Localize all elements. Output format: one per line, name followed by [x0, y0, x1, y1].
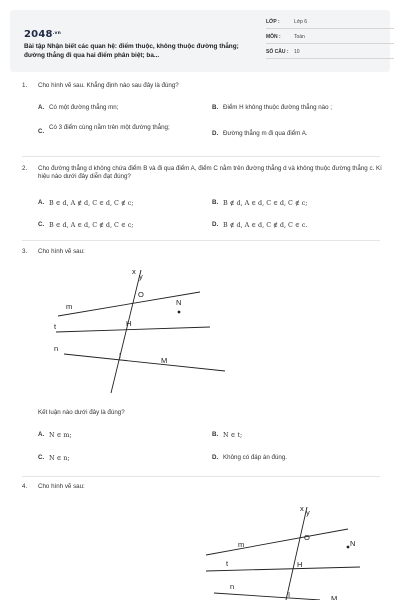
- meta-row-class: [266, 17, 394, 29]
- line-xy: [286, 507, 307, 600]
- label-t: t: [226, 559, 229, 568]
- label-y: y: [139, 272, 143, 281]
- option-text: Có 3 điểm cùng nằm trên một đường thẳng;: [49, 124, 170, 131]
- option-label: D.: [212, 221, 219, 228]
- question-number: 3.: [22, 248, 28, 255]
- label-i: I: [119, 351, 122, 360]
- question-number: 4.: [22, 483, 28, 490]
- question-1: [22, 82, 382, 152]
- question-2: [22, 165, 382, 235]
- option-c[interactable]: [38, 454, 198, 464]
- option-text: B ∉ d, A ∈ d, C ∉ d, C ∈ c.: [223, 221, 308, 229]
- option-c[interactable]: [38, 124, 198, 144]
- worksheet-title: Bài tập Nhận biết các quan hệ: điểm thuộc, không thuộc đường thẳng; đường thẳng đi qua hai điểm phân biệt; ba...: [24, 43, 239, 59]
- meta-row-subject: [266, 32, 394, 44]
- meta-key: LỚP :: [266, 19, 280, 25]
- line-t: [206, 567, 360, 571]
- line-xy: [111, 270, 141, 393]
- option-text: N ∈ t;: [223, 431, 243, 439]
- meta-key: MÔN :: [266, 34, 281, 40]
- option-text: Có một đường thẳng mn;: [49, 104, 119, 111]
- option-a[interactable]: [38, 199, 198, 209]
- option-label: D.: [212, 454, 219, 461]
- question-text: Cho hình vẽ sau:: [38, 248, 85, 255]
- option-b[interactable]: [212, 199, 382, 209]
- option-d[interactable]: [212, 130, 382, 140]
- option-text: B ∈ d, A ∉ d, C ∈ d, C ∉ c;: [49, 199, 134, 207]
- label-point-n: N: [176, 298, 182, 307]
- question-text: Cho hình vẽ sau. Khẳng định nào sau đây là đúng?: [38, 82, 179, 89]
- question-number: 1.: [22, 82, 28, 89]
- point-n-dot: [178, 311, 181, 314]
- option-text: B ∉ d, A ∈ d, C ∈ d, C ∉ c;: [223, 199, 308, 207]
- line-n: [64, 354, 225, 371]
- option-b[interactable]: [212, 431, 382, 441]
- line-n: [214, 593, 320, 600]
- label-o: O: [138, 290, 144, 299]
- line-t: [56, 327, 210, 332]
- option-text: B ∈ d, A ∈ d, C ∉ d, C ∈ c;: [49, 221, 134, 229]
- label-point-m: M: [161, 356, 168, 365]
- option-label: A.: [38, 431, 45, 438]
- option-label: B.: [212, 431, 219, 438]
- geometry-figure: [50, 266, 240, 394]
- option-b[interactable]: [212, 104, 382, 114]
- option-label: D.: [212, 130, 219, 137]
- meta-row-count: [266, 47, 394, 59]
- label-t: t: [54, 322, 57, 331]
- option-text: Không có đáp án đúng.: [223, 454, 287, 461]
- option-label: A.: [38, 104, 45, 111]
- option-text: Điểm H không thuộc đường thẳng nào ;: [223, 104, 332, 111]
- option-label: C.: [38, 221, 45, 228]
- question-3: [22, 248, 382, 473]
- label-h: H: [297, 560, 303, 569]
- geometry-figure: [200, 505, 382, 600]
- label-m: m: [66, 302, 73, 311]
- label-n: n: [54, 344, 59, 353]
- worksheet-header: [10, 10, 390, 72]
- option-d[interactable]: [212, 454, 382, 464]
- option-text: N ∈ m;: [49, 431, 72, 439]
- option-label: B.: [212, 199, 219, 206]
- option-c[interactable]: [38, 221, 198, 231]
- label-h: H: [126, 319, 132, 328]
- question-conclusion: Kết luận nào dưới đây là đúng?: [38, 409, 125, 416]
- option-d[interactable]: [212, 221, 382, 231]
- question-text: Cho hình vẽ sau:: [38, 483, 85, 490]
- meta-value: 10: [294, 49, 300, 55]
- label-m: m: [238, 540, 245, 549]
- site-logo[interactable]: 2048.vn: [24, 29, 62, 40]
- point-n-dot: [347, 546, 350, 549]
- option-label: C.: [38, 128, 45, 135]
- divider: [22, 156, 380, 157]
- label-n: n: [230, 582, 235, 591]
- label-i: I: [288, 590, 291, 599]
- option-a[interactable]: [38, 431, 198, 441]
- option-label: C.: [38, 454, 45, 461]
- meta-key: SỐ CÂU :: [266, 49, 289, 55]
- divider: [22, 476, 380, 477]
- label-o: O: [304, 533, 310, 542]
- option-label: B.: [212, 104, 219, 111]
- label-x: x: [300, 505, 304, 513]
- option-text: Đường thẳng m đi qua điểm A.: [223, 130, 308, 137]
- meta-value: Lớp 6: [294, 19, 308, 25]
- divider: [22, 240, 380, 241]
- option-text: N ∈ n;: [49, 454, 70, 462]
- label-point-n: N: [350, 539, 356, 548]
- option-a[interactable]: [38, 104, 198, 114]
- label-point-m: M: [331, 594, 338, 600]
- label-x: x: [132, 267, 136, 276]
- line-m: [206, 529, 348, 555]
- label-y: y: [306, 508, 310, 517]
- question-4: [22, 483, 382, 600]
- meta-value: Toán: [294, 34, 305, 40]
- question-number: 2.: [22, 165, 28, 172]
- question-text: Cho đường thẳng d không chứa điểm B và đi qua điểm A, điểm C nằm trên đường thẳng d và không thuộc đường thẳng c. Kí hiệu nào dưới đây diễn đạt đúng?: [38, 165, 382, 181]
- option-label: A.: [38, 199, 45, 206]
